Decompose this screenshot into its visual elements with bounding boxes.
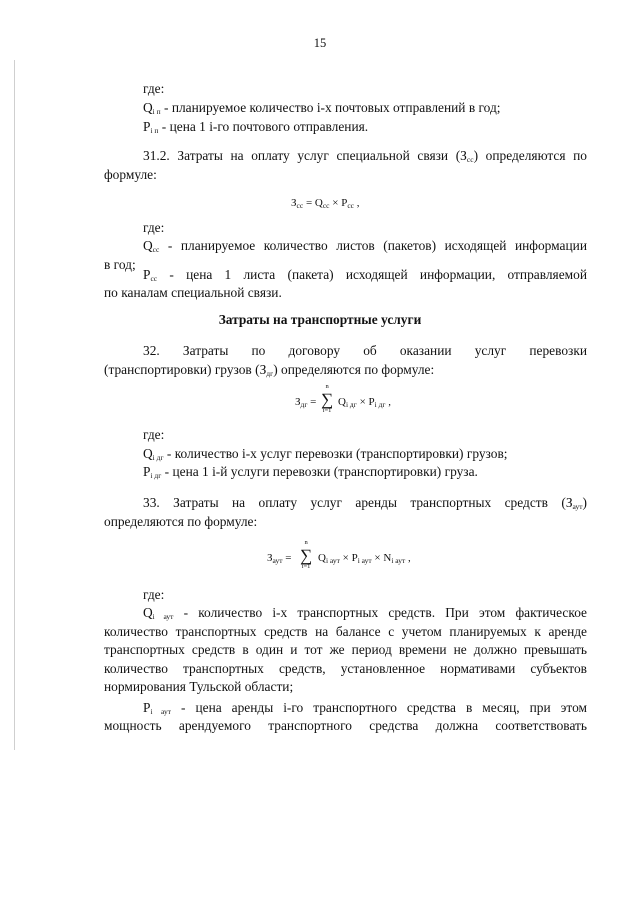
definition-p-special-line1: $P_{сс}$ - цена 1 листа (пакета) исходящей информации, отправляемой <box>143 267 587 283</box>
section-heading: Затраты на транспортные услуги <box>218 312 422 327</box>
definition-p-rental-line2: мощность арендуемого транспортного средства должна соответствовать <box>104 718 587 733</box>
formula-rental-rhs: $Q_{i аут} \times P_{i аут} \times N_{i аут}$ , <box>318 552 411 565</box>
where-label: где: <box>143 220 165 235</box>
formula-rental-lhs: $З_{аут}$ = <box>267 552 292 565</box>
definition-p-rental-line1: $P_{i аут}$ - цена аренды i-го транспортного средства в месяц, при этом <box>143 700 587 716</box>
definition-q-rental-line2: количество транспортных средств на балансе с учетом планируемых к аренде <box>104 624 587 639</box>
definition-p-cargo: $P_{i дг}$ - цена 1 i-й услуги перевозки (транспортировки) груза. <box>143 464 478 480</box>
where-label: где: <box>143 427 165 442</box>
definition-q-rental-line5: нормирования Тульской области; <box>104 679 294 694</box>
paragraph-32-line2: (транспортировки) грузов $(З_{дг})$ определяются по формуле: <box>104 362 435 378</box>
definition-p-special-line2: по каналам специальной связи. <box>104 285 282 300</box>
definition-q-cargo: $Q_{i дг}$ - количество i-х услуг перевозки (транспортировки) грузов; <box>143 446 508 462</box>
where-label: где: <box>143 81 165 96</box>
definition-q-rental-line4: количество транспортных средств, установленное нормативами субъектов <box>104 661 587 676</box>
definition-q-rental-line1: $Q_{i аут}$ - количество i-х транспортных средств. При этом фактическое <box>143 605 587 621</box>
definition-q-special-line2: в год; <box>104 257 136 272</box>
paragraph-32-line1: 32. Затраты по договору об оказании услуг перевозки <box>143 343 587 358</box>
scan-edge-line <box>14 60 15 750</box>
definition-q-rental-line3: транспортных средств в один и тот же период времени не должно превышать <box>104 642 587 657</box>
definition-q-postal: $Q_{i п}$ - планируемое количество i-х почтовых отправлений в год; <box>143 100 501 116</box>
paragraph-33-line1: 33. Затраты на оплату услуг аренды транспортных средств $(З_{аут})$ <box>143 495 587 511</box>
paragraph-31-2-line1: 31.2. Затраты на оплату услуг специальной связи $(З_{сс})$ определяются по <box>143 148 587 164</box>
formula-cargo-rhs: $Q_{i дг} \times P_{i дг}$ , <box>338 396 391 409</box>
page-number: 15 <box>313 36 327 50</box>
formula-cargo-lhs: $З_{дг}$ = <box>295 396 317 409</box>
paragraph-33-line2: определяются по формуле: <box>104 514 258 529</box>
formula-special-communication: $З_{сс} = Q_{сс} \times P_{сс}$ , <box>291 197 360 210</box>
definition-q-special-line1: $Q_{сс}$ - планируемое количество листов (пакетов) исходящей информации <box>143 238 587 254</box>
formula-cargo-sum: n ∑ i=1 <box>321 383 334 414</box>
formula-rental-sum: n ∑ i=1 <box>300 539 313 570</box>
definition-p-postal: $P_{i п}$ - цена 1 i-го почтового отправления. <box>143 119 369 135</box>
paragraph-31-2-line2: формуле: <box>104 167 157 182</box>
where-label: где: <box>143 587 165 602</box>
